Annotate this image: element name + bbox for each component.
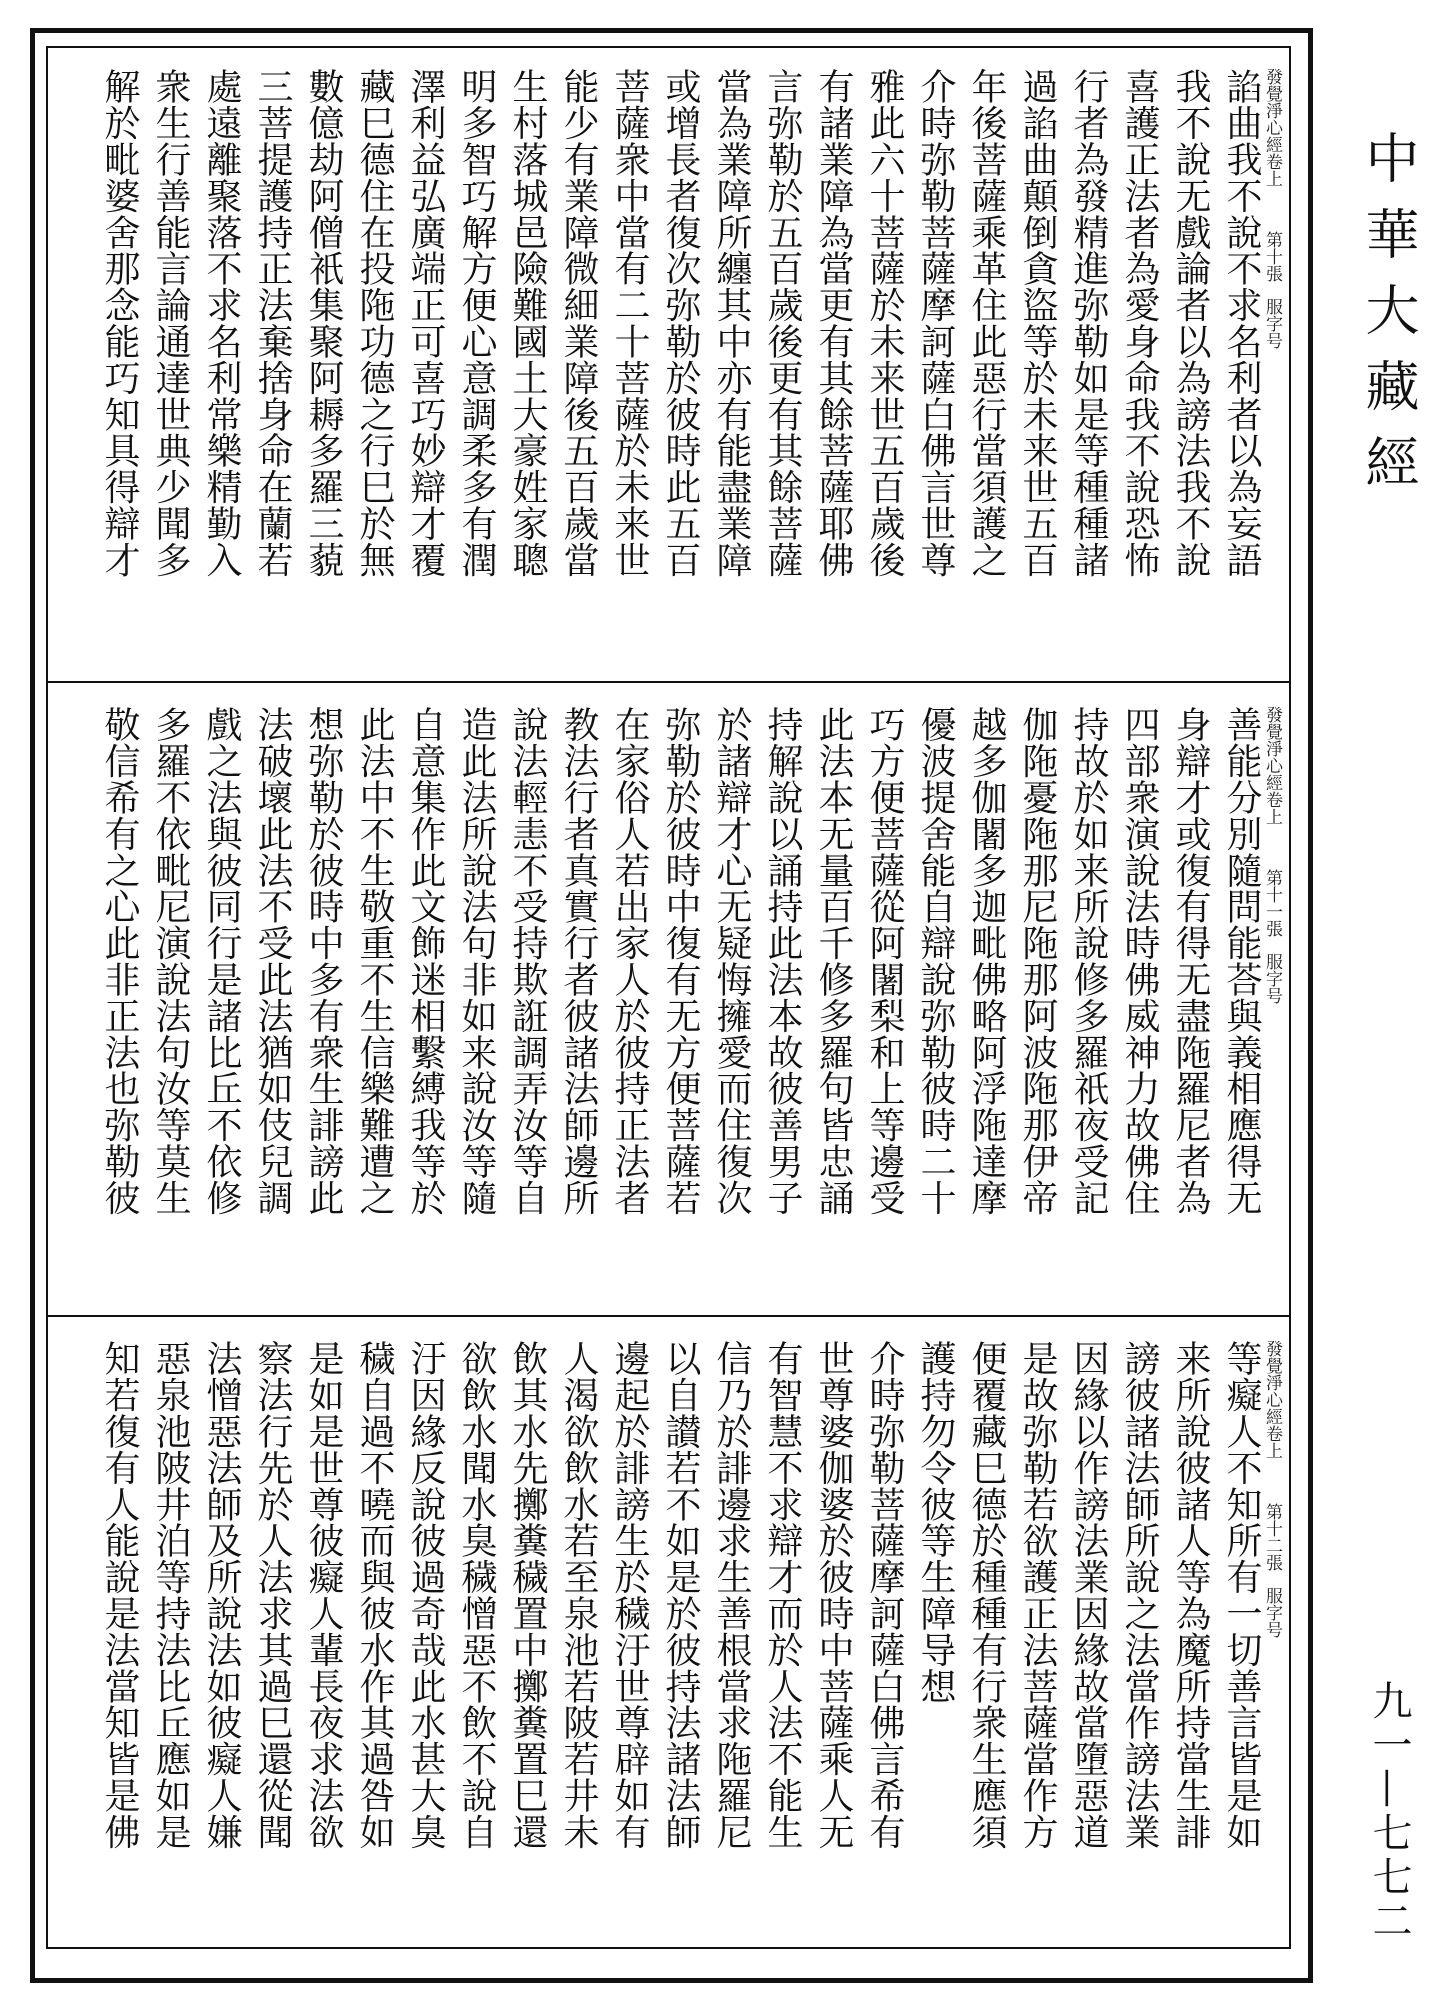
text-column: 是故弥勒若欲護正法菩薩當作方 [1017,1340,1058,1850]
text-column: 惡泉池陂井泊等持法比丘應如是 [150,1340,191,1850]
text-columns [94,706,1267,1298]
text-column: 来所說彼諸人等為魔所持當生誹 [1170,1340,1211,1850]
text-column: 造此法所說法句非如来說汝等隨 [456,706,497,1216]
text-column: 生村落城邑險難國土大豪姓家聰 [507,68,548,578]
text-column: 知若復有人能說是法當知皆是佛 [99,1340,140,1850]
text-column: 當為業障所纏其中亦有能盡業障 [711,68,752,578]
text-column: 等癡人不知所有一切善言皆是如 [1221,1340,1262,1850]
text-column: 穢自過不曉而與彼水作其過咎如 [354,1340,395,1850]
text-column: 法憎惡法師及所說法如彼癡人嫌 [201,1340,242,1850]
text-column: 處遠離聚落不求名利常樂精勤入 [201,68,242,578]
text-column: 言弥勒於五百歲後更有其餘菩薩 [762,68,803,578]
text-column: 行者為發精進弥勒如是等種種諸 [1068,68,1109,578]
text-column: 人渴欲飲水若至泉池若陂若井未 [558,1340,599,1850]
text-column: 能少有業障微細業障後五百歲當 [558,68,599,578]
text-column: 諂曲我不說不求名利者以為妄語 [1221,68,1262,578]
text-column: 有諸業障為當更有其餘菩薩耶佛 [813,68,854,578]
text-column: 年後菩薩乘革住此惡行當須護之 [966,68,1007,578]
text-column: 汙因緣反說彼過奇哉此水甚大臭 [405,1340,446,1850]
collection-title: 中華大藏經 [1357,130,1420,510]
text-column: 澤利益弘廣端正可喜巧妙辯才覆 [405,68,446,578]
text-column: 因緣以作謗法業因緣故當墮惡道 [1068,1340,1109,1850]
margin-sheet-number: 第十二張 [1262,1503,1282,1571]
text-column: 越多伽闍多迦毗佛略阿浮陁達摩 [966,706,1007,1216]
text-column: 菩薩衆中當有二十菩薩於未来世 [609,68,650,578]
text-column: 或增長者復次弥勒於彼時此五百 [660,68,701,578]
text-columns [94,1340,1267,1932]
text-column: 持解說以誦持此法本故彼善男子 [762,706,803,1216]
text-column: 三菩提護持正法棄捨身命在蘭若 [252,68,293,578]
text-column: 於諸辯才心无疑悔擁愛而住復次 [711,706,752,1216]
text-column: 解於毗婆舍那念能巧知具得辯才 [99,68,140,578]
text-column: 想弥勒於彼時中多有衆生誹謗此 [303,706,344,1216]
text-column: 欲飲水聞水臭穢憎惡不飲不說自 [456,1340,497,1850]
margin-sutra-title: 發覺淨心經卷上 [1262,1340,1282,1459]
panel-divider-2 [46,1315,1291,1317]
text-column: 法破壞此法不受此法猶如伎兒調 [252,706,293,1216]
text-column: 數億劫阿僧衹集聚阿耨多羅三藐 [303,68,344,578]
margin-character-mark: 服字号 [1262,953,1282,1004]
text-column: 戲之法與彼同行是諸比丘不依修 [201,706,242,1216]
text-column: 過諂曲顛倒貪盜等於未来世五百 [1017,68,1058,578]
text-column: 以自讃若不如是於彼持法諸法師 [660,1340,701,1850]
text-column: 巧方便菩薩從阿闍梨和上等邊受 [864,706,905,1216]
margin-character-mark: 服字号 [1262,1587,1282,1638]
text-column: 身辯才或復有得无盡陁羅尼者為 [1170,706,1211,1216]
text-column: 喜護正法者為愛身命我不說恐怖 [1119,68,1160,578]
text-column: 察法行先於人法求其過巳還從聞 [252,1340,293,1850]
text-column: 有智慧不求辯才而於人法不能生 [762,1340,803,1850]
text-column: 此法本无量百千修多羅句皆忠誦 [813,706,854,1216]
text-column: 持故於如来所說修多羅祇夜受記 [1068,706,1109,1216]
text-columns [94,68,1267,660]
margin-sutra-title: 發覺淨心經卷上 [1262,68,1282,187]
text-column: 護持勿令彼等生障导想 [915,1340,956,1704]
page-number: 九一—七七二 [1366,1680,1412,1944]
text-column: 四部衆演說法時佛威神力故佛住 [1119,706,1160,1216]
margin-character-mark: 服字号 [1262,298,1282,349]
text-column: 在家俗人若出家人於彼持正法者 [609,706,650,1216]
margin-sheet-number: 第十張 [1262,231,1282,282]
text-column: 自意集作此文飾迷相繫縛我等於 [405,706,446,1216]
text-column: 弥勒於彼時中復有无方便菩薩若 [660,706,701,1216]
text-column: 介時弥勒菩薩摩訶薩白佛言世尊 [915,68,956,578]
text-column: 多羅不依毗尼演說法句汝等莫生 [150,706,191,1216]
panel-divider-1 [46,681,1291,683]
text-column: 藏巳德住在投陁功德之行巳於無 [354,68,395,578]
scripture-panel-3 [46,1318,1287,1946]
text-column: 伽陁憂陁那尼陁那阿波陁那伊帝 [1017,706,1058,1216]
text-column: 此法中不生敬重不生信樂難遭之 [354,706,395,1216]
margin-sheet-number: 第十一張 [1262,869,1282,937]
text-column: 飲其水先擲糞穢置中擲糞置巳還 [507,1340,548,1850]
margin-sutra-title: 發覺淨心經卷上 [1262,706,1282,825]
text-column: 優波提舍能自辯說弥勒彼時二十 [915,706,956,1216]
text-column: 邊起於誹謗生於穢汙世尊辟如有 [609,1340,650,1850]
text-column: 信乃於誹邊求生善根當求陁羅尼 [711,1340,752,1850]
text-column: 介時弥勒菩薩摩訶薩白佛言希有 [864,1340,905,1850]
text-column: 謗彼諸法師所說之法當作謗法業 [1119,1340,1160,1850]
text-column: 便覆藏巳德於種種有行衆生應須 [966,1340,1007,1850]
text-column: 我不說无戲論者以為謗法我不說 [1170,68,1211,578]
text-column: 明多智巧解方便心意調柔多有潤 [456,68,497,578]
text-column: 衆生行善能言論通達世典少聞多 [150,68,191,578]
text-column: 善能分別隨問能荅與義相應得无 [1221,706,1262,1216]
text-column: 敬信希有之心此非正法也弥勒彼 [99,706,140,1216]
scripture-panel-2 [46,684,1287,1312]
text-column: 雅此六十菩薩於未来世五百歲後 [864,68,905,578]
text-column: 說法輕恚不受持欺誑調弄汝等自 [507,706,548,1216]
text-column: 教法行者真實行者彼諸法師邊所 [558,706,599,1216]
text-column: 是如是世尊彼癡人輩長夜求法欲 [303,1340,344,1850]
scripture-panel-1 [46,46,1287,678]
text-column: 世尊婆伽婆於彼時中菩薩乘人无 [813,1340,854,1850]
